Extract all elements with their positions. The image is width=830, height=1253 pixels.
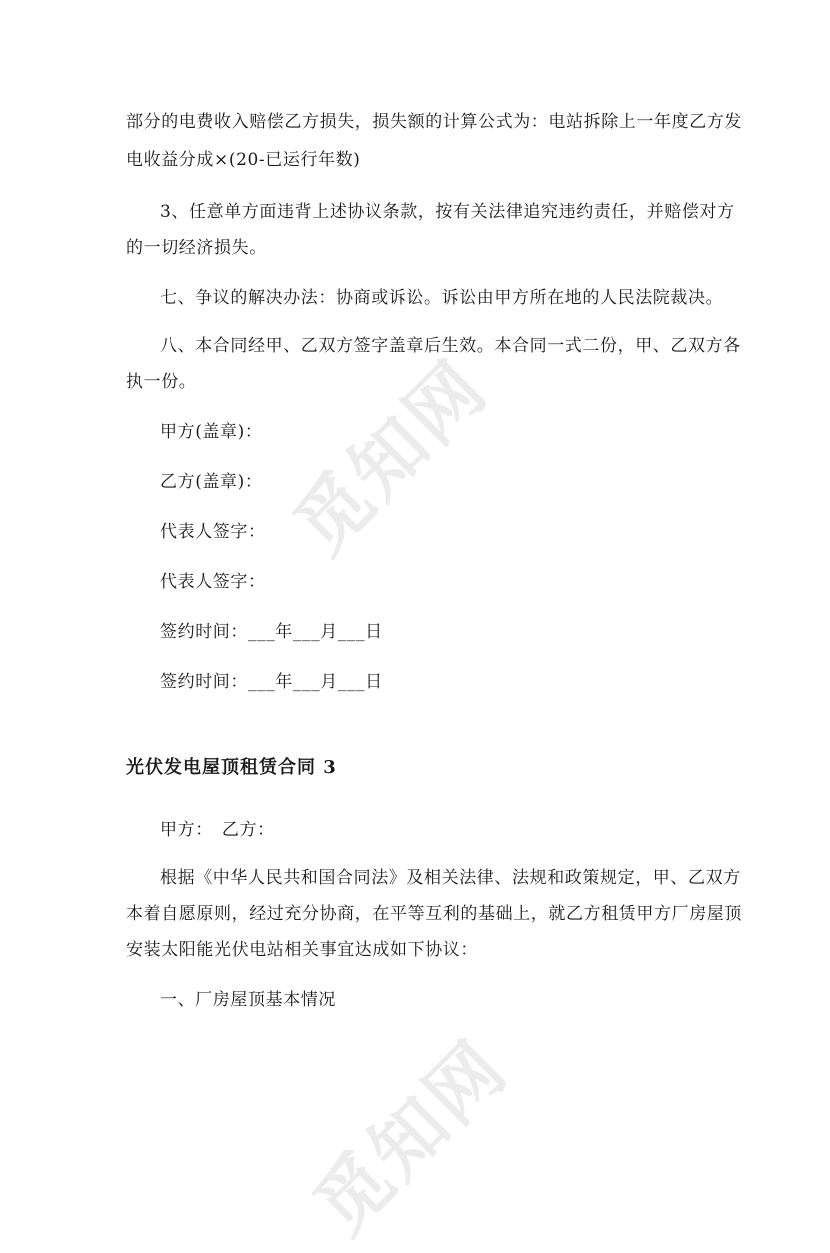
signature-party-a: 甲方(盖章)： (160, 422, 263, 442)
paragraph-line: 安装太阳能光伏电站相关事宜达成如下协议： (126, 940, 478, 960)
paragraph-line: 的一切经济损失。 (126, 238, 267, 258)
representative-signature: 代表人签字： (160, 522, 266, 542)
watermark: 觅知网 (298, 1024, 525, 1251)
paragraph-line: 电收益分成×(20-已运行年数) (126, 150, 361, 170)
paragraph-line: 八、本合同经甲、乙双方签字盖章后生效。本合同一式二份，甲、乙双方各 (160, 336, 741, 356)
representative-signature: 代表人签字： (160, 572, 266, 592)
paragraph-line: 执一份。 (126, 372, 197, 392)
paragraph-line: 七、争议的解决办法：协商或诉讼。诉讼由甲方所在地的人民法院裁决。 (160, 288, 724, 308)
paragraph-line: 部分的电费收入赔偿乙方损失，损失额的计算公式为：电站拆除上一年度乙方发 (126, 112, 742, 132)
paragraph-line: 本着自愿原则，经过充分协商，在平等互利的基础上，就乙方租赁甲方厂房屋顶 (126, 904, 742, 924)
signature-party-b: 乙方(盖章)： (160, 472, 263, 492)
section-subheading: 一、厂房屋顶基本情况 (160, 990, 336, 1010)
signing-date: 签约时间：___年___月___日 (160, 622, 383, 642)
paragraph-line: 根据《中华人民共和国合同法》及相关法律、法规和政策规定，甲、乙双方 (160, 868, 741, 888)
section-title: 光伏发电屋顶租赁合同 3 (126, 757, 337, 778)
signing-date: 签约时间：___年___月___日 (160, 672, 383, 692)
parties-line: 甲方： 乙方： (160, 820, 275, 840)
watermark: 觅知网 (278, 344, 505, 571)
paragraph-line: 3、任意单方面违背上述协议条款，按有关法律追究违约责任，并赔偿对方 (160, 202, 735, 222)
